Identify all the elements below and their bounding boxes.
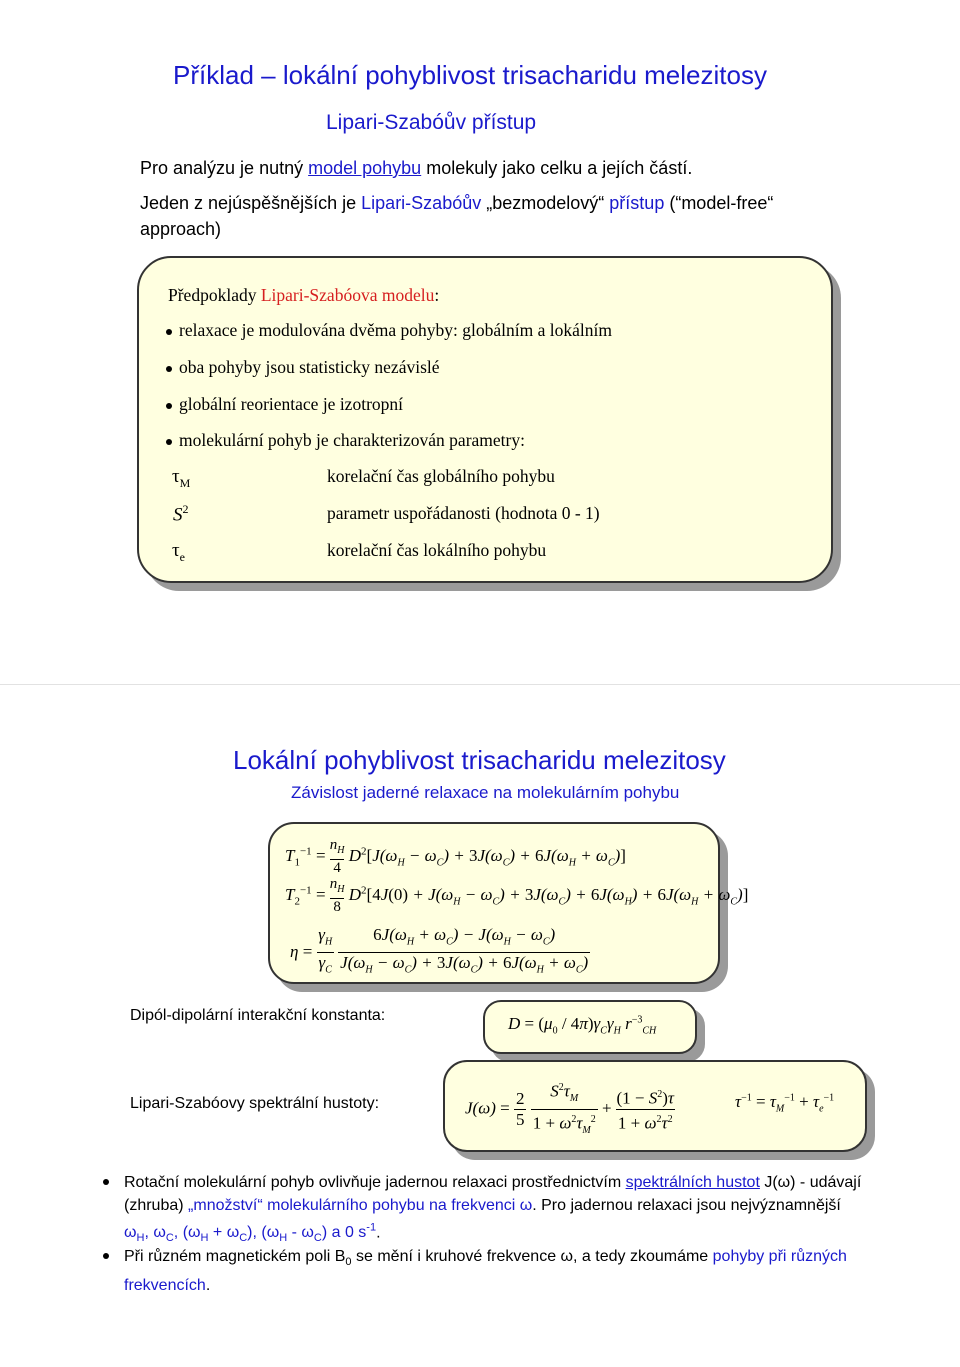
equation-t2: $T_2^{-1} = n_H$ 8 $D^2[4J(0) + J(\omega_H - \omega_C) + 3J(\omega_C) + 6J(\omega_H) + 6J(\omega_H + \omega_C)]$ [285,876,749,915]
bullet2-text: Při různém magnetickém poli B [124,1248,346,1265]
bullet-item [166,430,525,451]
para2-text: Jeden z nejúspěšnějších je [140,193,362,213]
heading-model-name: Lipari-Szabóova modelu [260,285,435,305]
bullet2-text-end: . [205,1277,211,1295]
bullet1-frequencies: $\omega_H$, $\omega_C$, $(\omega_H + \omega_C)$, $(\omega_H - \omega_C)$ a 0 $s^{-1}$ [124,1222,377,1245]
param-symbol-s2: $S^2$ [173,502,189,526]
bullet-dot-icon [166,403,172,409]
equation-dipolar-constant: $D = (\mu_0 / 4\pi)\gamma_C\gamma_H$ $r^{-3}_{CH}$ [508,1014,657,1037]
heading-colon: : [434,285,440,305]
bullet-text: molekulární pohyb je charakterizován parametry: [179,430,525,450]
bullet2-highlight: pohyby při různých frekvencích [124,1248,847,1295]
label-dipolar-constant: Dipól-dipolární interakční konstanta: [130,1007,386,1024]
slide1-subtitle: Lipari-Szabóův přístup [326,111,537,134]
param-desc-tau-e: korelační čas lokálního pohybu [327,540,547,560]
bullet-text: globální reorientace je izotropní [179,394,404,414]
slide-divider [0,684,960,685]
para2-highlight-approach: přístup [609,193,665,213]
bullet1-text-mid: J(ω) - udávají (zhruba) [124,1174,862,1214]
bullet2-text-mid: se mění i kruhové frekvence ω, a tedy zkoumáme [351,1248,713,1265]
para1-text: Pro analýzu je nutný [140,158,309,178]
bullet1-link[interactable]: spektrálních hustot [625,1174,760,1191]
bullet-dot-icon [166,329,172,335]
para2-text-end: (“model-free“ approach) [140,193,774,239]
heading-text: Předpoklady [168,285,261,305]
bullet-item [166,394,403,415]
bullet-dot-icon [166,366,172,372]
slide1-para1 [140,158,692,179]
bullet-item [166,357,440,378]
equation-effective-tau: $\tau^{-1} = \tau_M^{-1} + \tau_e^{-1}$ [735,1092,835,1115]
bullet1-text-end: . Pro jadernou relaxaci jsou nejvýznamnější [532,1197,841,1214]
para2-highlight-name: Lipari-Szabóův [361,193,482,213]
para1-text-end: molekuly jako celku a jejích částí. [421,158,693,178]
bullet-text: oba pohyby jsou statisticky nezávislé [179,357,440,377]
bottom-bullet-2 [103,1245,863,1297]
slide1-para2 [140,190,830,242]
param-symbol-tau-m: $\tau_M$ [172,466,191,490]
bullet-text: relaxace je modulována dvěma pohyby: globálním a lokálním [179,320,612,340]
bullet-dot-icon [103,1253,109,1259]
bullet1-highlight: „množství“ molekulárního pohybu na frekvenci ω [188,1197,533,1214]
param-desc-tau-m: korelační čas globálního pohybu [327,466,555,486]
param-symbol-tau-e: $\tau_e$ [172,540,185,564]
equation-noe: $\eta = \gamma_H$ $\gamma_C \frac{6J(\omega_H + \omega_C) - J(\omega_H - \omega_C)}{J(\omega_H - \omega_C) + 3J(\omega_C) + 6J(\omega_H + \omega_C)}$ [290,925,590,981]
bullet-dot-icon [166,439,172,445]
param-desc-s2: parametr uspořádanosti (hodnota 0 - 1) [327,503,600,523]
slide1-title: Příklad – lokální pohyblivost trisacharidu melezitosy [173,60,767,90]
bullet-item [166,320,612,341]
assumptions-heading [168,285,439,306]
para2-text-mid: „bezmodelový“ [481,193,610,213]
bullet-dot-icon [103,1179,109,1185]
label-spectral-density: Lipari-Szabóovy spektrální hustoty: [130,1095,380,1112]
slide2-subtitle: Závislost jaderné relaxace na molekulárním pohybu [291,783,680,802]
slide2-title: Lokální pohyblivost trisacharidu melezitosy [233,745,726,775]
bottom-bullet-1: Rotační molekulární pohyb ovlivňuje jadernou relaxaci prostřednictvím spektrálních hustot J(ω) - udávají (zhruba) „množství“ molekulárního pohybu na frekvenci ω. Pro jadernou relaxaci jsou nejvýznamnější $\omega_H$, $\omega_C$, $(\omega_H + \omega_C)$, $(\omega_H - \omega_C)$ a 0 $s^{-1}$. [103,1171,863,1251]
para1-link[interactable]: model pohybu [308,158,422,178]
equation-t1: $T_1^{-1} = n_H$ 4 $D^2[J(\omega_H - \omega_C) + 3J(\omega_C) + 6J(\omega_H + \omega_C)]$ [285,837,626,876]
bullet2-subscript: 0 [345,1256,352,1269]
bullet1-text: Rotační molekulární pohyb ovlivňuje jadernou relaxaci prostřednictvím [124,1174,626,1191]
equation-spectral-density: J(ω) = 2 5 $S^2\tau_M$ $1 + \omega^2\tau_M^2 + (1 - S^2)\tau$ $1 + \omega^2\tau^2$ [465,1078,675,1141]
